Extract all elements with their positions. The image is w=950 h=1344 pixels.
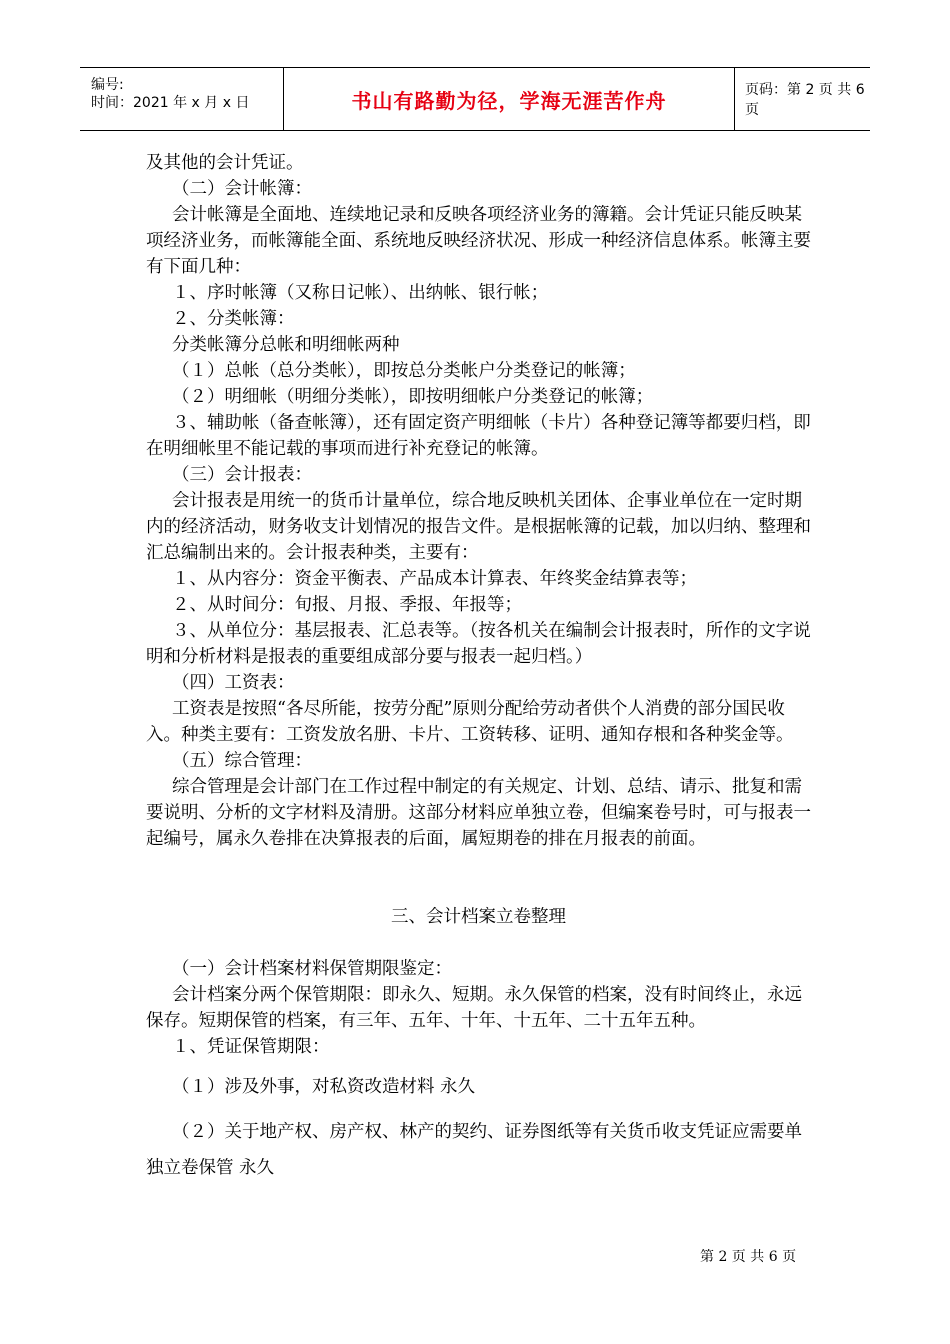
subheading: （五）综合管理： [172,751,312,771]
document-body [146,150,811,1186]
section-title: 三、会计档案立卷整理 [391,907,566,927]
subheading: （四）工资表： [172,673,295,693]
paragraph: 会计档案分两个保管期限：即永久、短期。永久保管的档案，没有时间终止，永远保存。短期保管的档案，有三年、五年、十年、十五年、二十五年五种。 [146,985,802,1031]
list-item: ３、从单位分：基层报表、汇总表等。（按各机关在编制会计报表时，所作的文字说明和分析材料是报表的重要组成部分要与报表一起归档。） [146,621,811,667]
paragraph: 会计报表是用统一的货币计量单位，综合地反映机关团体、企事业单位在一定时期内的经济活动，财务收支计划情况的报告文件。是根据帐簿的记载，加以归纳、整理和汇总编制出来的。会计报表种类，主要有： [146,491,811,563]
list-item: （２）明细帐（明细分类帐），即按明细帐户分类登记的帐簿； [172,387,654,407]
list-item: １、从内容分：资金平衡表、产品成本计算表、年终奖金结算表等； [172,569,697,589]
list-item: （１）涉及外事，对私资改造材料 永久 [172,1077,476,1097]
list-item: ３、辅助帐（备查帐簿），还有固定资产明细帐（卡片）各种登记簿等都要归档，即在明细帐里不能记载的事项而进行补充登记的帐簿。 [146,413,811,459]
page-header [80,67,870,131]
paragraph: 及其他的会计凭证。 [146,153,304,173]
list-item: １、凭证保管期限： [172,1037,330,1057]
list-item: （２）关于地产权、房产权、林产的契约、证券图纸等有关货币收支凭证应需要单独立卷保管 永久 [146,1122,802,1178]
paragraph: 综合管理是会计部门在工作过程中制定的有关规定、计划、总结、请示、批复和需要说明、分析的文字材料及清册。这部分材料应单独立卷，但编案卷号时，可与报表一起编号，属永久卷排在决算报表的后面，属短期卷的排在月报表的前面。 [146,777,811,849]
header-meta [80,68,283,130]
header-page-number: 页码：第 2 页 共 6 页 [745,82,865,118]
list-item: ２、分类帐簿： [172,309,295,329]
doc-date-label: 时间：2021 年 x 月 x 日 [91,95,250,111]
paragraph: 工资表是按照“各尽所能，按劳分配”原则分配给劳动者供个人消费的部分国民收入。种类主要有：工资发放名册、卡片、工资转移、证明、通知存根和各种奖金等。 [146,699,794,745]
list-item: １、序时帐簿（又称日记帐）、出纳帐、银行帐； [172,283,549,303]
list-item: ２、从时间分：旬报、月报、季报、年报等； [172,595,522,615]
header-motto: 书山有路勤为径，学海无涯苦作舟 [283,68,735,130]
list-item: （１）总帐（总分类帐），即按总分类帐户分类登记的帐簿； [172,361,636,381]
page-footer-number: 第 2 页 共 6 页 [700,1249,797,1265]
paragraph: 分类帐簿分总帐和明细帐两种 [172,335,400,355]
subheading: （三）会计报表： [172,465,312,485]
doc-number-label: 编号: [91,77,124,93]
subheading: （二）会计帐簿： [172,179,312,199]
paragraph: 会计帐簿是全面地、连续地记录和反映各项经济业务的簿籍。会计凭证只能反映某项经济业务，而帐簿能全面、系统地反映经济状况、形成一种经济信息体系。帐簿主要有下面几种： [146,205,811,277]
subheading: （一）会计档案材料保管期限鉴定： [172,959,452,979]
